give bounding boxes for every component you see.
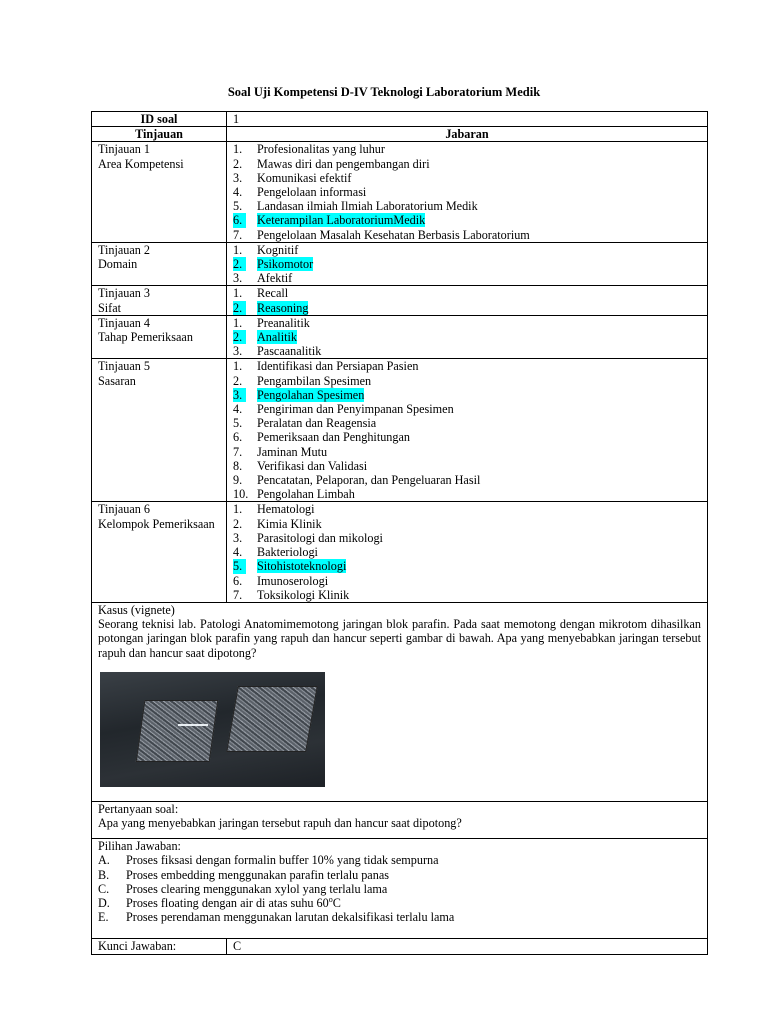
- item-number: 8.: [233, 458, 243, 473]
- jabaran-item: [233, 473, 701, 487]
- item-number: 1.: [233, 286, 243, 301]
- item-text: Bakteriologi: [257, 545, 318, 560]
- item-text: Landasan ilmiah Ilmiah Laboratorium Medik: [257, 199, 478, 214]
- item-text: Profesionalitas yang luhur: [257, 142, 385, 157]
- pertanyaan-label: Pertanyaan soal:: [98, 801, 179, 816]
- item-number: 5.: [233, 416, 243, 431]
- answer-choice: [98, 896, 701, 910]
- jabaran-item: [233, 185, 701, 199]
- choice-text: Proses clearing menggunakan xylol yang terlalu lama: [126, 881, 388, 896]
- item-text: Pascaanalitik: [257, 344, 322, 359]
- item-number: 9.: [233, 473, 243, 488]
- item-number: 4.: [233, 545, 243, 560]
- item-text: Pengolahan Spesimen: [257, 387, 365, 402]
- answer-choice: [98, 853, 701, 867]
- item-number: 6.: [233, 213, 246, 227]
- item-text: Identifikasi dan Persiapan Pasien: [257, 359, 419, 374]
- jabaran-item: [233, 271, 701, 285]
- choice-unit: C: [332, 895, 341, 910]
- item-number: 2.: [233, 373, 243, 388]
- item-text: Mawas diri dan pengembangan diri: [257, 156, 430, 171]
- jabaran-item: [233, 142, 701, 156]
- jabaran-item-selected: [233, 388, 701, 402]
- tinjauan-label-cell: [92, 142, 227, 242]
- question-sheet: [91, 111, 708, 955]
- jabaran-item: [233, 445, 701, 459]
- header-tinjauan: Tinjauan: [92, 127, 227, 142]
- tinjauan-label-cell: [92, 286, 227, 315]
- tinjauan-label-cell: [92, 502, 227, 602]
- degree-sup: o: [328, 894, 333, 904]
- jabaran-item-selected: [233, 213, 701, 227]
- tinjauan-row: [92, 142, 708, 242]
- item-text: Pengelolaan informasi: [257, 185, 367, 200]
- kasus-row: [92, 602, 708, 801]
- item-text: Pengambilan Spesimen: [257, 373, 372, 388]
- answer-choice: [98, 882, 701, 896]
- pilihan-label: Pilihan Jawaban:: [98, 839, 181, 854]
- item-number: 3.: [233, 271, 243, 286]
- paraffin-block-right: [226, 686, 318, 752]
- choice-letter: D.: [98, 895, 110, 910]
- tinjauan-sub: Sasaran: [98, 373, 136, 388]
- header-row: [92, 127, 708, 142]
- jabaran-item: [233, 517, 701, 531]
- item-text: Pengelolaan Masalah Kesehatan Berbasis Laboratorium: [257, 227, 530, 242]
- jabaran-item: [233, 286, 701, 300]
- jabaran-item: [233, 344, 701, 358]
- item-number: 2.: [233, 301, 246, 315]
- item-number: 7.: [233, 227, 243, 242]
- jabaran-item: [233, 574, 701, 588]
- jabaran-list: [233, 359, 701, 501]
- jabaran-item: [233, 502, 701, 516]
- item-number: 3.: [233, 344, 243, 359]
- jabaran-list: [233, 243, 701, 286]
- jabaran-item-selected: [233, 257, 701, 271]
- tinjauan-row: [92, 286, 708, 315]
- choice-letter: E.: [98, 910, 109, 925]
- tinjauan-sub: Kelompok Pemeriksaan: [98, 516, 215, 531]
- jabaran-item: [233, 459, 701, 473]
- tinjauan-label-cell: [92, 359, 227, 502]
- choice-text: Proses embedding menggunakan parafin terlalu panas: [126, 867, 389, 882]
- item-text: Komunikasi efektif: [257, 170, 352, 185]
- kasus-text: Seorang teknisi lab. Patologi Anatomimemotong jaringan blok parafin. Pada saat memotong dengan mikrotom dihasilkan potongan jaringan blok parafin yang rapuh dan hancur seperti gambar di bawah. Apa yang menyebabkan jaringan tersebut rapuh dan hancur saat dipotong?: [98, 617, 701, 660]
- jabaran-cell: [227, 286, 708, 315]
- tinjauan-row: [92, 502, 708, 602]
- choice-letter: B.: [98, 867, 110, 882]
- item-number: 2.: [233, 257, 246, 271]
- kasus-label: Kasus (vignete): [98, 602, 175, 617]
- item-number: 1.: [233, 359, 243, 374]
- tinjauan-row: [92, 242, 708, 286]
- tinjauan-label: Tinjauan 3: [98, 286, 151, 301]
- choice-letter: A.: [98, 853, 110, 868]
- jabaran-item: [233, 588, 701, 602]
- jabaran-list: [233, 286, 701, 314]
- item-number: 1.: [233, 315, 243, 330]
- item-number: 2.: [233, 516, 243, 531]
- tinjauan-label-cell: [92, 315, 227, 359]
- jabaran-item-selected: [233, 559, 701, 573]
- jabaran-list: [233, 502, 701, 601]
- choice-text: Proses perendaman menggunakan larutan dekalsifikasi terlalu lama: [126, 910, 455, 925]
- jabaran-item: [233, 359, 701, 373]
- item-number: 5.: [233, 559, 246, 573]
- choice-text: Proses floating dengan air di atas suhu 60: [126, 895, 329, 910]
- choice-letter: C.: [98, 881, 110, 896]
- document-title: Soal Uji Kompetensi D-IV Teknologi Laboratorium Medik: [227, 85, 541, 99]
- item-text: Imunoserologi: [257, 573, 329, 588]
- item-text: Peralatan dan Reagensia: [257, 416, 377, 431]
- item-text: Parasitologi dan mikologi: [257, 530, 383, 545]
- jabaran-cell: [227, 315, 708, 359]
- jabaran-item-selected: [233, 330, 701, 344]
- kunci-row: [92, 939, 708, 954]
- item-text: Jaminan Mutu: [257, 444, 328, 459]
- tinjauan-row: [92, 359, 708, 502]
- id-row: [92, 112, 708, 127]
- item-text: Keterampilan LaboratoriumMedik: [257, 213, 426, 228]
- item-text: Analitik: [257, 330, 297, 345]
- jabaran-cell: [227, 242, 708, 286]
- pertanyaan-row: [92, 801, 708, 838]
- item-number: 10.: [233, 487, 249, 502]
- item-number: 1.: [233, 502, 243, 517]
- item-text: Pemeriksaan dan Penghitungan: [257, 430, 410, 445]
- jabaran-item: [233, 402, 701, 416]
- item-number: 7.: [233, 444, 243, 459]
- item-text: Toksikologi Klinik: [257, 587, 350, 602]
- jabaran-cell: [227, 502, 708, 602]
- item-text: Reasoning: [257, 300, 309, 315]
- jabaran-item: [233, 430, 701, 444]
- jabaran-item: [233, 316, 701, 330]
- jabaran-item: [233, 416, 701, 430]
- item-text: Pengolahan Limbah: [257, 487, 355, 502]
- tinjauan-rows: [92, 142, 708, 603]
- jabaran-item: [233, 531, 701, 545]
- tinjauan-label: Tinjauan 4: [98, 315, 151, 330]
- question-table: [91, 111, 708, 955]
- kunci-label: Kunci Jawaban:: [92, 939, 227, 954]
- kasus-cell: [92, 602, 708, 801]
- pertanyaan-cell: [92, 801, 708, 838]
- tinjauan-sub: Sifat: [98, 300, 122, 315]
- item-text: Psikomotor: [257, 257, 314, 272]
- jabaran-item: [233, 157, 701, 171]
- item-number: 3.: [233, 530, 243, 545]
- item-number: 5.: [233, 199, 243, 214]
- tinjauan-label: Tinjauan 2: [98, 242, 151, 257]
- item-text: Verifikasi dan Validasi: [257, 458, 368, 473]
- item-number: 2.: [233, 330, 246, 344]
- paraffin-block-left: [136, 700, 219, 762]
- paraffin-block-photo: [100, 672, 325, 787]
- item-number: 4.: [233, 402, 243, 417]
- item-number: 6.: [233, 430, 243, 445]
- answer-choice: [98, 910, 701, 924]
- item-text: Afektif: [257, 271, 293, 286]
- item-number: 7.: [233, 587, 243, 602]
- jabaran-cell: [227, 359, 708, 502]
- item-text: Recall: [257, 286, 289, 301]
- pilihan-cell: [92, 839, 708, 939]
- item-text: Preanalitik: [257, 315, 310, 330]
- item-number: 1.: [233, 242, 243, 257]
- item-text: Kimia Klinik: [257, 516, 322, 531]
- header-jabaran: Jabaran: [227, 127, 708, 142]
- item-text: Kognitif: [257, 242, 299, 257]
- tinjauan-row: [92, 315, 708, 359]
- item-number: 3.: [233, 388, 246, 402]
- jabaran-item: [233, 487, 701, 501]
- id-label: ID soal: [92, 112, 227, 127]
- item-number: 4.: [233, 185, 243, 200]
- item-number: 2.: [233, 156, 243, 171]
- jabaran-item: [233, 545, 701, 559]
- item-text: Hematologi: [257, 502, 315, 517]
- jabaran-cell: [227, 142, 708, 242]
- choice-text: Proses fiksasi dengan formalin buffer 10% yang tidak sempurna: [126, 853, 439, 868]
- jabaran-list: [233, 316, 701, 359]
- item-number: 1.: [233, 142, 243, 157]
- tinjauan-label-cell: [92, 242, 227, 286]
- jabaran-item-selected: [233, 301, 701, 315]
- item-text: Pengiriman dan Penyimpanan Spesimen: [257, 402, 454, 417]
- answer-choices: [98, 853, 701, 924]
- kunci-value: C: [227, 939, 708, 954]
- jabaran-item: [233, 374, 701, 388]
- tinjauan-sub: Domain: [98, 257, 138, 272]
- pilihan-row: [92, 839, 708, 939]
- tinjauan-sub: Tahap Pemeriksaan: [98, 330, 193, 345]
- id-value: 1: [227, 112, 708, 127]
- answer-choice: [98, 868, 701, 882]
- tinjauan-label: Tinjauan 6: [98, 502, 151, 517]
- tinjauan-label: Tinjauan 1: [98, 142, 151, 157]
- blade-reflection: [178, 724, 208, 726]
- item-number: 3.: [233, 170, 243, 185]
- jabaran-item: [233, 199, 701, 213]
- jabaran-item: [233, 228, 701, 242]
- jabaran-list: [233, 142, 701, 241]
- item-number: 6.: [233, 573, 243, 588]
- jabaran-item: [233, 171, 701, 185]
- item-text: Pencatatan, Pelaporan, dan Pengeluaran Hasil: [257, 473, 481, 488]
- item-text: Sitohistoteknologi: [257, 559, 347, 574]
- tinjauan-sub: Area Kompetensi: [98, 156, 184, 171]
- pertanyaan-text: Apa yang menyebabkan jaringan tersebut rapuh dan hancur saat dipotong?: [98, 815, 462, 830]
- jabaran-item: [233, 243, 701, 257]
- tinjauan-label: Tinjauan 5: [98, 359, 151, 374]
